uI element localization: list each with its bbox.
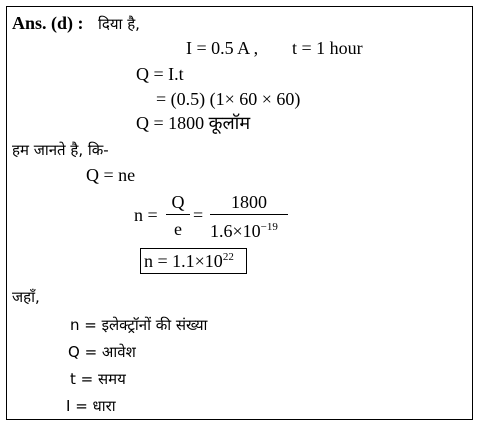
fraction-bar-1 — [166, 214, 190, 215]
definition-i: I = धारा — [66, 397, 116, 415]
denominator-e: e — [174, 219, 182, 239]
fraction-lhs: n = — [134, 205, 158, 225]
where-label: जहाँ, — [12, 288, 40, 306]
fraction-equals: = — [193, 205, 204, 225]
given-current: I = 0.5 A , — [186, 38, 259, 58]
fraction-bar-2 — [210, 214, 288, 215]
relation-q-ne: Q = ne — [86, 165, 136, 185]
denominator-value: $1.6\times 10^{-19}$ — [210, 221, 278, 241]
substitution-line: = (0.5) (1× 60 × 60) — [156, 89, 301, 109]
definition-t: t = समय — [70, 370, 126, 388]
definition-n: n = इलेक्ट्रॉनों की संख्या — [70, 316, 208, 334]
we-know-line: हम जानते है, कि- — [12, 141, 109, 159]
charge-value: Q = 1800 कूलॉम — [136, 113, 251, 133]
charge-formula: Q = I.t — [136, 64, 184, 84]
numerator-q: Q — [171, 192, 185, 212]
given-time: t = 1 hour — [292, 38, 363, 58]
definition-q: Q = आवेश — [68, 343, 136, 361]
answer-prefix: Ans. (d) : — [12, 13, 84, 33]
result-value: $n = 1.1\times 10^{22}$ — [144, 251, 234, 271]
given-label: दिया है, — [98, 15, 140, 33]
numerator-1800: 1800 — [231, 192, 267, 212]
